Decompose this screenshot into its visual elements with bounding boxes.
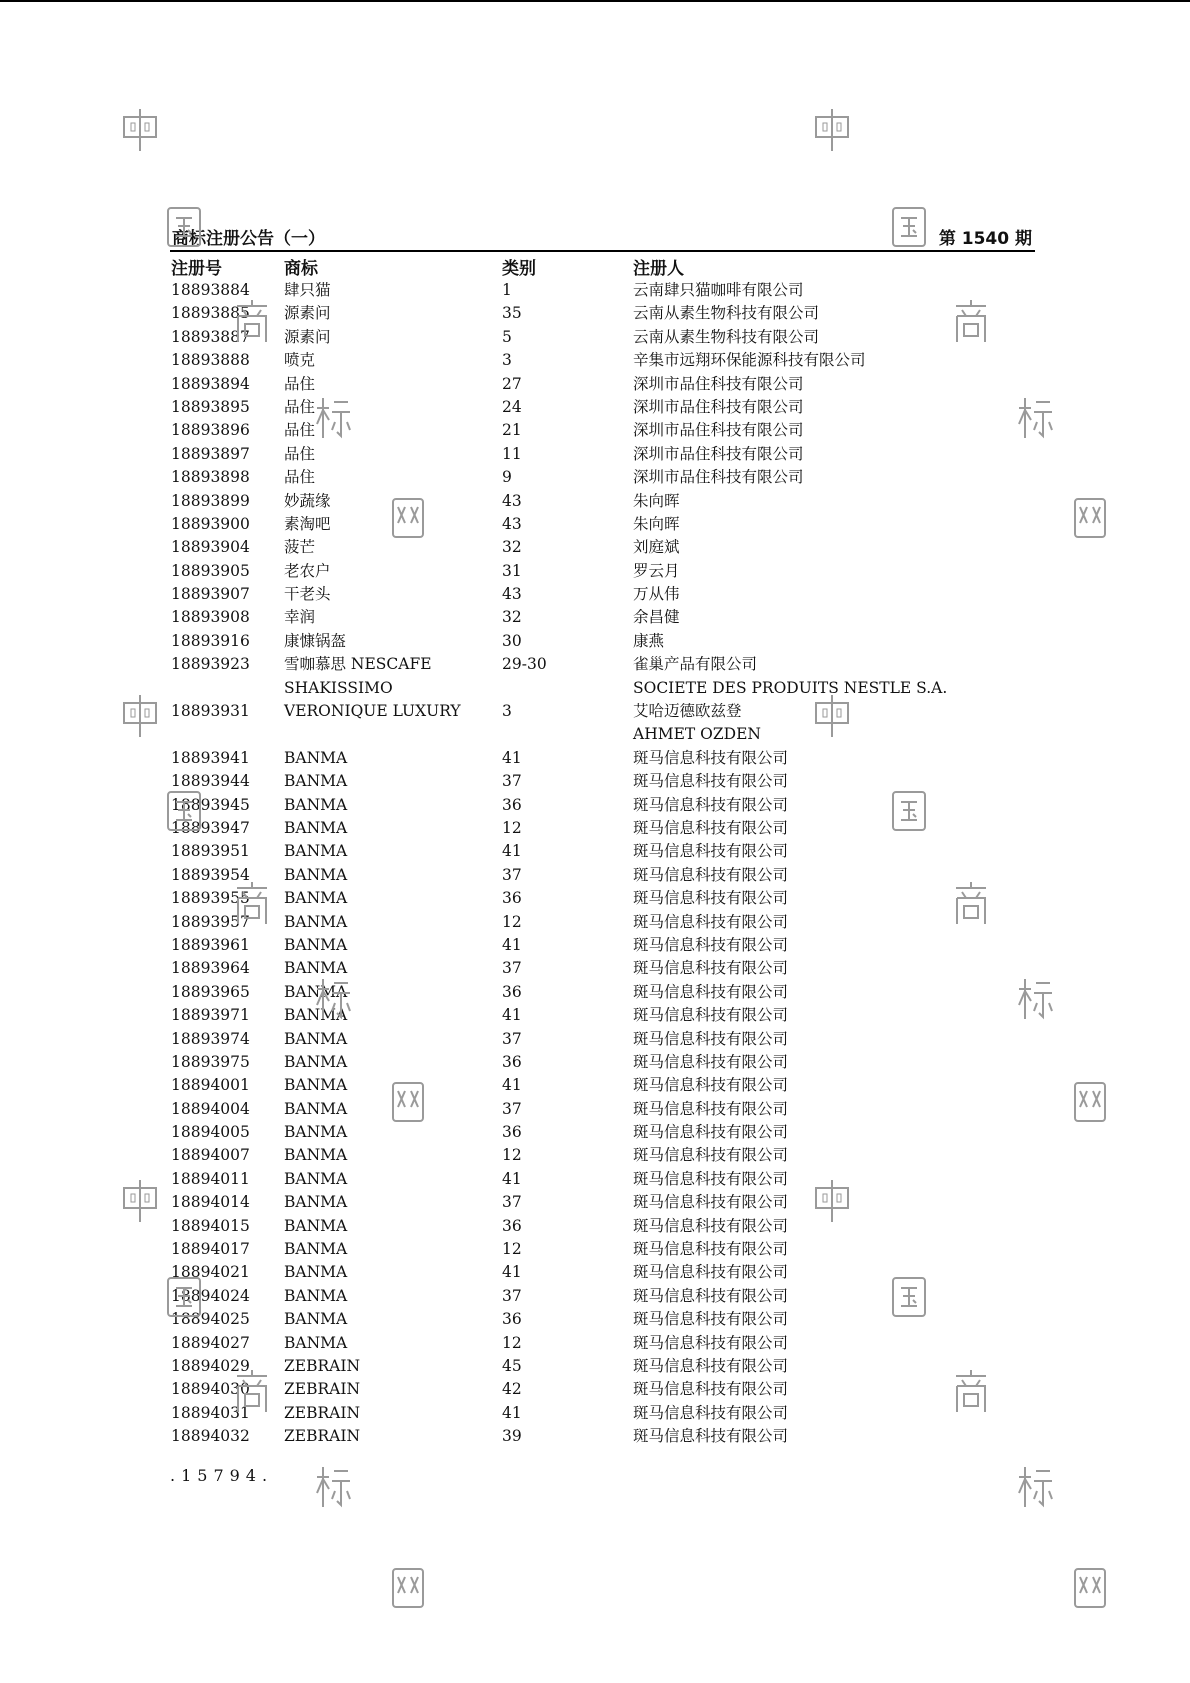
cell-reg-no: 18894024 — [171, 1286, 250, 1305]
table-row — [0, 279, 1190, 302]
cell-reg-no: 18894007 — [171, 1146, 250, 1165]
cell-registrant: 斑马信息科技有限公司 — [633, 1123, 789, 1142]
cell-class: 39 — [502, 1427, 522, 1446]
cell-reg-no: 18893923 — [171, 655, 250, 674]
cell-class: 36 — [502, 1310, 522, 1329]
table-row — [0, 326, 1190, 349]
cell-mark: BANMA — [284, 1099, 348, 1118]
cell-registrant: SOCIETE DES PRODUITS NESTLE S.A. — [633, 678, 948, 697]
watermark-shang-icon — [233, 298, 271, 344]
top-rule — [0, 0, 1190, 2]
cell-reg-no: 18893897 — [171, 444, 250, 463]
watermark-zhong-icon — [121, 107, 159, 153]
cell-reg-no: 18893951 — [171, 842, 250, 861]
cell-class: 45 — [502, 1356, 522, 1375]
cell-reg-no: 18894014 — [171, 1193, 250, 1212]
cell-mark: BANMA — [284, 1240, 348, 1259]
col-registrant: 注册人 — [633, 259, 684, 279]
cell-reg-no: 18893884 — [171, 281, 250, 299]
cell-mark: BANMA — [284, 1123, 348, 1142]
table-row — [0, 1121, 1190, 1144]
cell-mark: 品住 — [284, 374, 316, 393]
table-row — [0, 583, 1190, 606]
cell-registrant: 斑马信息科技有限公司 — [633, 959, 789, 978]
cell-reg-no: 18893954 — [171, 865, 250, 884]
cell-class: 37 — [502, 865, 522, 884]
cell-registrant: 斑马信息科技有限公司 — [633, 1169, 789, 1188]
cell-reg-no: 18893896 — [171, 421, 250, 440]
cell-mark: BANMA — [284, 865, 348, 884]
cell-class: 5 — [502, 327, 512, 346]
cell-reg-no: 18894025 — [171, 1310, 250, 1329]
table-row — [0, 606, 1190, 629]
watermark-guo-icon — [165, 788, 203, 834]
watermark-guo-icon — [165, 204, 203, 250]
table-row — [0, 1028, 1190, 1051]
cell-mark: BANMA — [284, 1310, 348, 1329]
cell-registrant: 雀巢产品有限公司 — [633, 655, 758, 674]
cell-registrant: 斑马信息科技有限公司 — [633, 1263, 789, 1282]
watermark-wang-icon — [1071, 495, 1109, 541]
cell-registrant: 斑马信息科技有限公司 — [633, 1052, 789, 1071]
cell-reg-no: 18894032 — [171, 1427, 250, 1446]
table-row — [0, 1355, 1190, 1378]
table-row — [0, 396, 1190, 419]
cell-mark: 雪咖慕思 NESCAFE — [284, 655, 432, 674]
table-row — [0, 490, 1190, 513]
watermark-zhong-icon — [121, 1178, 159, 1224]
cell-mark: SHAKISSIMO — [284, 678, 393, 697]
cell-registrant: 斑马信息科技有限公司 — [633, 1146, 789, 1165]
cell-registrant: 斑马信息科技有限公司 — [633, 1333, 789, 1352]
cell-reg-no: 18893905 — [171, 561, 250, 580]
cell-reg-no: 18894015 — [171, 1216, 250, 1235]
cell-mark: 菠芒 — [284, 538, 316, 557]
cell-class: 12 — [502, 1333, 522, 1352]
cell-class: 41 — [502, 1403, 522, 1422]
cell-mark: BANMA — [284, 912, 348, 931]
cell-reg-no: 18893975 — [171, 1052, 250, 1071]
cell-class: 3 — [502, 351, 512, 370]
cell-registrant: 艾哈迈德欧兹登 — [633, 702, 742, 721]
cell-registrant: 斑马信息科技有限公司 — [633, 1193, 789, 1212]
cell-registrant: 斑马信息科技有限公司 — [633, 1403, 789, 1422]
cell-mark: 品住 — [284, 444, 316, 463]
cell-class: 27 — [502, 374, 522, 393]
cell-class: 41 — [502, 935, 522, 954]
watermark-biao-icon — [314, 975, 352, 1021]
cell-registrant: 斑马信息科技有限公司 — [633, 912, 789, 931]
cell-registrant: 云南从素生物科技有限公司 — [633, 304, 820, 323]
watermark-guo-icon — [165, 1274, 203, 1320]
table-row — [0, 419, 1190, 442]
cell-registrant: 斑马信息科技有限公司 — [633, 772, 789, 791]
cell-registrant: 深圳市品住科技有限公司 — [633, 444, 804, 463]
cell-reg-no: 18893971 — [171, 1006, 250, 1025]
table-row — [0, 653, 1190, 676]
watermark-shang-icon — [952, 298, 990, 344]
table-row — [0, 677, 1190, 700]
cell-mark: BANMA — [284, 818, 348, 837]
cell-mark: BANMA — [284, 959, 348, 978]
cell-registrant: AHMET OZDEN — [633, 725, 761, 744]
cell-registrant: 斑马信息科技有限公司 — [633, 1380, 789, 1399]
cell-registrant: 朱向晖 — [633, 491, 680, 510]
cell-reg-no: 18893907 — [171, 585, 250, 604]
cell-reg-no: 18893899 — [171, 491, 250, 510]
cell-reg-no: 18893974 — [171, 1029, 250, 1048]
watermark-guo-icon — [890, 204, 928, 250]
cell-registrant: 斑马信息科技有限公司 — [633, 982, 789, 1001]
cell-reg-no: 18893965 — [171, 982, 250, 1001]
cell-mark: ZEBRAIN — [284, 1380, 361, 1399]
cell-mark: 干老头 — [284, 585, 331, 604]
watermark-wang-icon — [389, 495, 427, 541]
cell-class: 37 — [502, 1193, 522, 1212]
cell-reg-no: 18893957 — [171, 912, 250, 931]
cell-registrant: 斑马信息科技有限公司 — [633, 889, 789, 908]
cell-class: 21 — [502, 421, 522, 440]
watermark-guo-icon — [890, 788, 928, 834]
cell-mark: 康慷锅盔 — [284, 631, 347, 650]
cell-mark: ZEBRAIN — [284, 1403, 361, 1422]
table-row — [0, 747, 1190, 770]
cell-class: 35 — [502, 304, 522, 323]
page-number: .15794. — [170, 1466, 274, 1485]
cell-registrant: 云南从素生物科技有限公司 — [633, 327, 820, 346]
table-row — [0, 1378, 1190, 1401]
table-row — [0, 1215, 1190, 1238]
cell-registrant: 斑马信息科技有限公司 — [633, 1286, 789, 1305]
watermark-biao-icon — [1016, 394, 1054, 440]
cell-mark: BANMA — [284, 772, 348, 791]
watermark-shang-icon — [952, 1368, 990, 1414]
cell-mark: BANMA — [284, 982, 348, 1001]
cell-class: 43 — [502, 514, 522, 533]
table-row — [0, 536, 1190, 559]
cell-reg-no: 18893904 — [171, 538, 250, 557]
watermark-zhong-icon — [121, 693, 159, 739]
cell-class: 43 — [502, 585, 522, 604]
cell-class: 30 — [502, 631, 522, 650]
table-row — [0, 1098, 1190, 1121]
cell-registrant: 深圳市品住科技有限公司 — [633, 397, 804, 416]
cell-reg-no: 18893941 — [171, 748, 250, 767]
cell-mark: VERONIQUE LUXURY — [284, 702, 461, 721]
table-row — [0, 630, 1190, 653]
cell-registrant: 罗云月 — [633, 561, 680, 580]
table-row — [0, 513, 1190, 536]
cell-reg-no: 18893955 — [171, 889, 250, 908]
cell-reg-no: 18894031 — [171, 1403, 250, 1422]
cell-mark: BANMA — [284, 748, 348, 767]
cell-registrant: 斑马信息科技有限公司 — [633, 818, 789, 837]
cell-registrant: 斑马信息科技有限公司 — [633, 1356, 789, 1375]
cell-mark: BANMA — [284, 1216, 348, 1235]
cell-mark: 妙蔬缘 — [284, 491, 331, 510]
cell-mark: BANMA — [284, 1333, 348, 1352]
col-class: 类别 — [502, 259, 536, 279]
table-row — [0, 302, 1190, 325]
cell-registrant: 朱向晖 — [633, 514, 680, 533]
cell-reg-no: 18893908 — [171, 608, 250, 627]
cell-mark: BANMA — [284, 889, 348, 908]
cell-registrant: 云南肆只猫咖啡有限公司 — [633, 281, 804, 299]
table-row — [0, 981, 1190, 1004]
cell-reg-no: 18893916 — [171, 631, 250, 650]
cell-class: 37 — [502, 1029, 522, 1048]
cell-reg-no: 18893885 — [171, 304, 250, 323]
cell-mark: BANMA — [284, 1076, 348, 1095]
cell-registrant: 刘庭斌 — [633, 538, 680, 557]
cell-registrant: 余昌健 — [633, 608, 680, 627]
cell-class: 41 — [502, 842, 522, 861]
cell-class: 36 — [502, 795, 522, 814]
cell-registrant: 斑马信息科技有限公司 — [633, 1427, 789, 1446]
cell-class: 43 — [502, 491, 522, 510]
watermark-biao-icon — [314, 1463, 352, 1509]
cell-registrant: 辛集市远翔环保能源科技有限公司 — [633, 351, 866, 370]
cell-mark: 源素问 — [284, 304, 331, 323]
watermark-shang-icon — [233, 1368, 271, 1414]
cell-mark: 品住 — [284, 421, 316, 440]
cell-class: 42 — [502, 1380, 522, 1399]
watermark-biao-icon — [1016, 1463, 1054, 1509]
issue-number: 第 1540 期 — [938, 229, 1032, 249]
cell-mark: BANMA — [284, 1052, 348, 1071]
cell-class: 37 — [502, 772, 522, 791]
watermark-guo-icon — [890, 1274, 928, 1320]
cell-mark: BANMA — [284, 1169, 348, 1188]
table-row — [0, 840, 1190, 863]
cell-reg-no: 18893964 — [171, 959, 250, 978]
header-title: 商标注册公告（一） — [172, 229, 325, 249]
cell-registrant: 斑马信息科技有限公司 — [633, 1006, 789, 1025]
table-row — [0, 934, 1190, 957]
cell-mark: ZEBRAIN — [284, 1427, 361, 1446]
cell-reg-no: 18893947 — [171, 818, 250, 837]
cell-reg-no: 18894001 — [171, 1076, 250, 1095]
cell-registrant: 斑马信息科技有限公司 — [633, 842, 789, 861]
table-row — [0, 723, 1190, 746]
column-headers — [0, 254, 1190, 278]
cell-class: 36 — [502, 1216, 522, 1235]
table-row — [0, 911, 1190, 934]
cell-mark: 幸润 — [284, 608, 316, 627]
cell-class: 41 — [502, 748, 522, 767]
cell-class: 12 — [502, 912, 522, 931]
cell-class: 41 — [502, 1263, 522, 1282]
cell-mark: 肆只猫 — [284, 281, 331, 299]
cell-class: 24 — [502, 397, 522, 416]
cell-class: 32 — [502, 608, 522, 627]
table-row — [0, 1332, 1190, 1355]
cell-class: 3 — [502, 702, 512, 721]
cell-class: 41 — [502, 1076, 522, 1095]
cell-mark: BANMA — [284, 935, 348, 954]
cell-reg-no: 18894005 — [171, 1123, 250, 1142]
cell-reg-no: 18893887 — [171, 327, 250, 346]
cell-registrant: 深圳市品住科技有限公司 — [633, 421, 804, 440]
cell-class: 36 — [502, 1052, 522, 1071]
table-row — [0, 1191, 1190, 1214]
table-row — [0, 1425, 1190, 1448]
cell-reg-no: 18894021 — [171, 1263, 250, 1282]
table-row — [0, 1238, 1190, 1261]
cell-registrant: 斑马信息科技有限公司 — [633, 1099, 789, 1118]
watermark-shang-icon — [952, 880, 990, 926]
cell-class: 36 — [502, 889, 522, 908]
cell-class: 41 — [502, 1006, 522, 1025]
table-row — [0, 349, 1190, 372]
cell-mark: 品住 — [284, 468, 316, 487]
cell-reg-no: 18893894 — [171, 374, 250, 393]
cell-class: 31 — [502, 561, 522, 580]
cell-mark: 品住 — [284, 397, 316, 416]
cell-registrant: 斑马信息科技有限公司 — [633, 795, 789, 814]
cell-reg-no: 18894004 — [171, 1099, 250, 1118]
cell-registrant: 万从伟 — [633, 585, 680, 604]
cell-class: 37 — [502, 1286, 522, 1305]
cell-reg-no: 18894011 — [171, 1169, 250, 1188]
cell-registrant: 康燕 — [633, 631, 665, 650]
col-mark: 商标 — [284, 259, 318, 279]
cell-class: 36 — [502, 1123, 522, 1142]
cell-registrant: 斑马信息科技有限公司 — [633, 1076, 789, 1095]
cell-reg-no: 18893944 — [171, 772, 250, 791]
cell-reg-no: 18894029 — [171, 1356, 250, 1375]
cell-registrant: 斑马信息科技有限公司 — [633, 935, 789, 954]
watermark-zhong-icon — [813, 1178, 851, 1224]
table-row — [0, 560, 1190, 583]
table-row — [0, 373, 1190, 396]
cell-registrant: 斑马信息科技有限公司 — [633, 1310, 789, 1329]
cell-class: 12 — [502, 1240, 522, 1259]
cell-class: 1 — [502, 281, 512, 299]
cell-class: 36 — [502, 982, 522, 1001]
cell-reg-no: 18893895 — [171, 397, 250, 416]
cell-class: 41 — [502, 1169, 522, 1188]
table-row — [0, 1168, 1190, 1191]
cell-mark: BANMA — [284, 842, 348, 861]
watermark-wang-icon — [1071, 1565, 1109, 1611]
cell-reg-no: 18893888 — [171, 351, 250, 370]
cell-mark: 老农户 — [284, 561, 331, 580]
table-row — [0, 864, 1190, 887]
cell-registrant: 深圳市品住科技有限公司 — [633, 468, 804, 487]
cell-registrant: 斑马信息科技有限公司 — [633, 865, 789, 884]
cell-registrant: 斑马信息科技有限公司 — [633, 1240, 789, 1259]
table-row — [0, 466, 1190, 489]
cell-mark: BANMA — [284, 1263, 348, 1282]
table-row — [0, 700, 1190, 723]
cell-reg-no: 18893945 — [171, 795, 250, 814]
cell-class: 12 — [502, 818, 522, 837]
cell-registrant: 深圳市品住科技有限公司 — [633, 374, 804, 393]
table-row — [0, 887, 1190, 910]
cell-class: 11 — [502, 444, 522, 463]
cell-registrant: 斑马信息科技有限公司 — [633, 1216, 789, 1235]
cell-class: 29-30 — [502, 655, 547, 674]
cell-mark: 素淘吧 — [284, 514, 331, 533]
cell-class: 12 — [502, 1146, 522, 1165]
table-row — [0, 957, 1190, 980]
cell-mark: BANMA — [284, 1029, 348, 1048]
cell-class: 32 — [502, 538, 522, 557]
cell-class: 37 — [502, 1099, 522, 1118]
cell-mark: BANMA — [284, 1193, 348, 1212]
cell-mark: BANMA — [284, 1286, 348, 1305]
cell-reg-no: 18893898 — [171, 468, 250, 487]
cell-mark: 喷克 — [284, 351, 316, 370]
cell-reg-no: 18894027 — [171, 1333, 250, 1352]
watermark-wang-icon — [389, 1565, 427, 1611]
watermark-shang-icon — [233, 880, 271, 926]
cell-mark: 源素问 — [284, 327, 331, 346]
cell-mark: ZEBRAIN — [284, 1356, 361, 1375]
cell-registrant: 斑马信息科技有限公司 — [633, 748, 789, 767]
cell-class: 9 — [502, 468, 512, 487]
cell-reg-no: 18893900 — [171, 514, 250, 533]
cell-registrant: 斑马信息科技有限公司 — [633, 1029, 789, 1048]
table-row — [0, 1074, 1190, 1097]
table-row — [0, 1004, 1190, 1027]
table-row — [0, 1051, 1190, 1074]
cell-mark: BANMA — [284, 795, 348, 814]
watermark-biao-icon — [1016, 975, 1054, 1021]
watermark-zhong-icon — [813, 107, 851, 153]
table-row — [0, 443, 1190, 466]
cell-mark: BANMA — [284, 1006, 348, 1025]
cell-mark: BANMA — [284, 1146, 348, 1165]
cell-reg-no: 18893931 — [171, 702, 250, 721]
cell-reg-no: 18894030 — [171, 1380, 250, 1399]
col-reg-no: 注册号 — [171, 259, 222, 279]
watermark-biao-icon — [314, 394, 352, 440]
watermark-zhong-icon — [813, 693, 851, 739]
watermark-wang-icon — [1071, 1079, 1109, 1125]
cell-reg-no: 18893961 — [171, 935, 250, 954]
cell-reg-no: 18894017 — [171, 1240, 250, 1259]
watermark-wang-icon — [389, 1079, 427, 1125]
table-row — [0, 1402, 1190, 1425]
cell-class: 37 — [502, 959, 522, 978]
table-row — [0, 1144, 1190, 1167]
